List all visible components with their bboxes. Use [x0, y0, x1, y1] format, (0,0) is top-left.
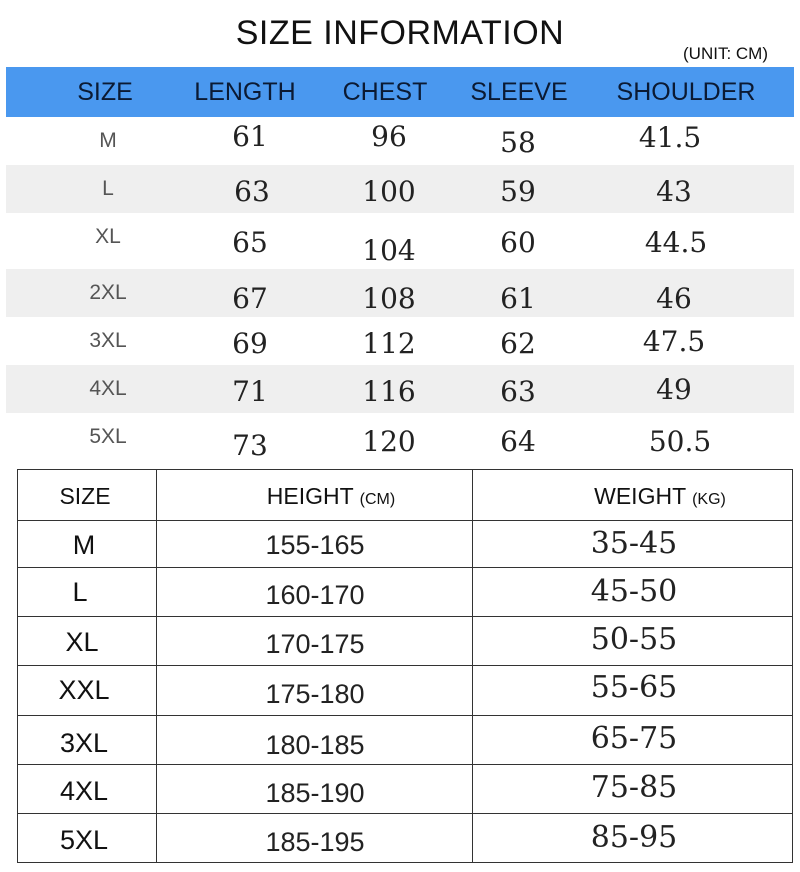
fit-height-cell: 175-180: [265, 679, 365, 709]
column-divider: [156, 470, 157, 862]
height-unit: (CM): [359, 491, 396, 508]
shoulder-cell: 44.5: [644, 226, 708, 259]
size-cell: XL: [95, 225, 121, 248]
length-cell: 61: [232, 120, 268, 153]
sleeve-cell: 63: [500, 375, 536, 408]
row-divider: [18, 567, 792, 568]
chest-cell: 108: [362, 282, 416, 315]
fit-weight-cell: 85-95: [590, 820, 678, 855]
fit-height-cell: 170-175: [265, 629, 365, 659]
table-row: [6, 117, 794, 165]
table-row: [6, 213, 794, 267]
sleeve-cell: 60: [500, 226, 536, 259]
row-divider: [18, 764, 792, 765]
table-row: [6, 269, 794, 317]
fit-weight-cell: 50-55: [590, 622, 678, 657]
table-row: [6, 365, 794, 413]
table-row: [6, 317, 794, 365]
fit-weight-cell: 75-85: [590, 770, 678, 805]
fit-weight-cell: 35-45: [590, 526, 678, 561]
size-cell: 5XL: [89, 425, 127, 448]
shoulder-cell: 43: [656, 175, 692, 208]
fit-size-cell: XXL: [58, 675, 110, 705]
length-cell: 69: [232, 327, 268, 360]
table-row: [6, 413, 794, 461]
table-row: [6, 165, 794, 213]
fit-header-size: SIZE: [59, 483, 111, 509]
shoulder-cell: 47.5: [642, 325, 706, 358]
measure-table-header: [6, 67, 794, 117]
header-shoulder: SHOULDER: [616, 77, 756, 106]
fit-size-cell: 4XL: [59, 776, 109, 806]
column-divider: [472, 470, 473, 862]
row-divider: [18, 520, 792, 521]
header-size: SIZE: [77, 77, 133, 106]
fit-header-height: HEIGHT (CM): [266, 483, 396, 509]
length-cell: 71: [232, 375, 268, 408]
sleeve-cell: 61: [500, 282, 536, 315]
unit-note: (UNIT: CM): [683, 44, 768, 63]
sleeve-cell: 59: [500, 175, 536, 208]
fit-size-cell: 5XL: [59, 825, 109, 855]
shoulder-cell: 49: [656, 373, 692, 406]
fit-weight-cell: 55-65: [590, 670, 678, 705]
fit-size-cell: XL: [65, 627, 99, 657]
fit-table: [17, 469, 793, 863]
chest-cell: 120: [362, 425, 416, 458]
sleeve-cell: 62: [500, 327, 536, 360]
fit-height-cell: 185-195: [265, 827, 365, 857]
chest-cell: 100: [362, 175, 416, 208]
header-chest: CHEST: [342, 77, 428, 106]
fit-size-cell: 3XL: [59, 728, 109, 758]
fit-header-weight: WEIGHT (KG): [594, 483, 726, 509]
fit-height-cell: 185-190: [265, 778, 365, 808]
row-divider: [18, 813, 792, 814]
chest-cell: 112: [362, 327, 416, 360]
length-cell: 63: [234, 175, 270, 208]
size-cell: 3XL: [89, 329, 127, 352]
sleeve-cell: 58: [500, 126, 536, 159]
chest-cell: 116: [362, 375, 416, 408]
weight-unit: (KG): [692, 491, 726, 508]
fit-size-cell: M: [72, 530, 96, 560]
row-divider: [18, 616, 792, 617]
fit-size-cell: L: [72, 577, 88, 607]
size-cell: 2XL: [89, 281, 127, 304]
row-divider: [18, 665, 792, 666]
page-title: SIZE INFORMATION: [235, 14, 565, 52]
sleeve-cell: 64: [500, 425, 536, 458]
header-sleeve: SLEEVE: [470, 77, 568, 106]
fit-height-cell: 160-170: [265, 580, 365, 610]
shoulder-cell: 46: [656, 282, 692, 315]
shoulder-cell: 41.5: [638, 121, 702, 154]
shoulder-cell: 50.5: [648, 425, 712, 458]
size-cell: L: [102, 177, 114, 200]
size-cell: 4XL: [89, 377, 127, 400]
fit-height-cell: 180-185: [265, 730, 365, 760]
header-length: LENGTH: [194, 77, 296, 106]
fit-weight-cell: 65-75: [590, 721, 678, 756]
size-cell: M: [99, 129, 117, 152]
fit-height-cell: 155-165: [265, 530, 365, 560]
length-cell: 73: [232, 429, 268, 462]
fit-weight-cell: 45-50: [590, 574, 678, 609]
row-divider: [18, 715, 792, 716]
length-cell: 65: [232, 226, 268, 259]
chest-cell: 96: [371, 120, 407, 153]
length-cell: 67: [232, 282, 268, 315]
chest-cell: 104: [362, 234, 416, 267]
